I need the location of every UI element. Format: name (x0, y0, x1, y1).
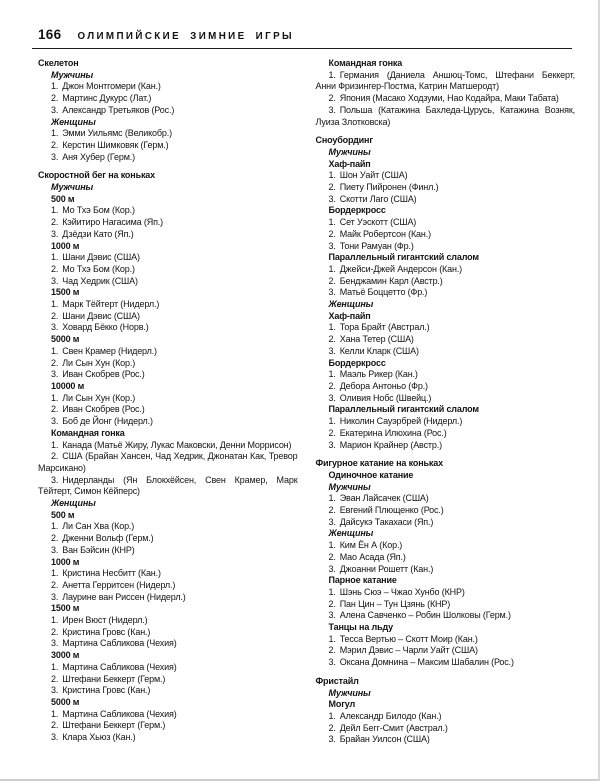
medal-position: 1. (51, 81, 59, 92)
medal-list-item (38, 346, 298, 358)
medalist-name: Мао Асада (Яп.) (339, 551, 406, 562)
medalist-name: Ким Ён А (Кор.) (339, 540, 403, 551)
medal-list-item (316, 346, 576, 358)
medal-position: 3. (328, 516, 336, 527)
medal-position: 1. (51, 708, 59, 719)
medal-list-item (316, 587, 576, 599)
medal-list-item (38, 440, 298, 452)
medal-list-item (316, 428, 576, 440)
event-heading: Бордеркросс (328, 357, 386, 368)
medal-position: 3. (51, 732, 59, 743)
medal-list-item (38, 322, 298, 334)
sport-section-heading: Сноубординг (315, 135, 373, 146)
medal-position: 3. (51, 591, 59, 602)
medal-position: 3. (51, 544, 59, 555)
medal-position: 2. (51, 579, 59, 590)
medal-position: 1. (328, 69, 336, 80)
medalist-name: Ли Сын Хун (Кор.) (62, 392, 136, 403)
gender-heading: Женщины (51, 498, 96, 509)
medal-list-item (38, 475, 298, 498)
gender-heading: Мужчины (328, 481, 371, 492)
gender-heading: Мужчины (51, 69, 94, 80)
medal-position: 1. (328, 493, 336, 504)
medal-list-item (316, 93, 576, 105)
medalist-name: Маэль Рикер (Кан.) (339, 369, 418, 380)
medalist-name: Мартина Сабликова (Чехия) (62, 638, 177, 649)
column-left (38, 58, 298, 746)
gender-heading: Мужчины (51, 182, 94, 193)
medalist-name: Канада (Матьё Жиру, Лукас Маковски, Денни Моррисон) (62, 439, 292, 450)
event-heading: Одиночное катание (328, 469, 414, 480)
medalist-name: Марк Тёйтерт (Нидерл.) (62, 299, 160, 310)
medalist-name: Анетта Герритсен (Нидерл.) (62, 579, 176, 590)
medalist-name: Ховард Бёкко (Норв.) (62, 322, 149, 333)
medal-list-item (316, 416, 576, 428)
medalist-name: Штефани Беккерт (Герм.) (62, 720, 166, 731)
medal-list-item (38, 404, 298, 416)
medalist-name: Керстин Шимковяк (Герм.) (62, 139, 169, 150)
medal-position: 3. (328, 439, 336, 450)
medal-list-item (316, 645, 576, 657)
header-rule (32, 48, 572, 49)
medal-list-item (38, 311, 298, 323)
medal-list-item (316, 182, 576, 194)
medal-position: 1. (51, 661, 59, 672)
medal-list-item (316, 440, 576, 452)
medal-position: 2. (51, 93, 59, 104)
event-heading: Бордеркросс (328, 205, 386, 216)
medal-list-item (38, 521, 298, 533)
medal-list-item (316, 657, 576, 669)
medal-list-item (38, 592, 298, 604)
medal-list-item (316, 241, 576, 253)
medal-position: 1. (51, 615, 59, 626)
medal-position: 2. (51, 533, 59, 544)
medalist-name: Джоанни Рошетт (Кан.) (339, 563, 434, 574)
medalist-name: Кристина Несбитт (Кан.) (62, 568, 161, 579)
medal-position: 2. (328, 380, 336, 391)
medal-position: 2. (51, 263, 59, 274)
medal-position: 2. (51, 626, 59, 637)
sport-section-heading: Скоростной бег на коньках (38, 170, 156, 181)
event-heading: Хаф-пайп (328, 158, 371, 169)
medalist-name: Ли Сын Хун (Кор.) (62, 357, 136, 368)
medal-position: 1. (328, 710, 336, 721)
medal-list-item (38, 674, 298, 686)
medalist-name: Дебора Антоньо (Фр.) (339, 380, 428, 391)
column-right (316, 58, 576, 746)
medal-position: 1. (51, 392, 59, 403)
medal-list-item (38, 533, 298, 545)
medal-position: 2. (328, 275, 336, 286)
medal-list-item (38, 732, 298, 744)
medal-list-item (38, 580, 298, 592)
medal-position: 3. (51, 638, 59, 649)
medal-position: 1. (51, 252, 59, 263)
medal-position: 2. (51, 139, 59, 150)
medal-position: 3. (328, 240, 336, 251)
medal-list-item (38, 720, 298, 732)
medalist-name: Келли Кларк (США) (339, 345, 419, 356)
medal-position: 3. (51, 369, 59, 380)
medal-list-item (316, 517, 576, 529)
medal-position: 2. (51, 404, 59, 415)
medalist-name: Оксана Домнина – Максим Шабалин (Рос.) (339, 657, 514, 668)
medal-list-item (316, 276, 576, 288)
medal-list-item (316, 540, 576, 552)
medal-position: 2. (328, 645, 336, 656)
medalist-name: Мартина Сабликова (Чехия) (62, 661, 177, 672)
medal-position: 2. (328, 334, 336, 345)
event-heading: 500 м (51, 193, 75, 204)
medal-list-item (316, 564, 576, 576)
medal-list-item (316, 634, 576, 646)
event-heading: Парное катание (328, 575, 397, 586)
sport-section-heading: Скелетон (38, 58, 79, 68)
medal-list-item (316, 505, 576, 517)
medalist-name: Дейл Бегг-Смит (Австрал.) (339, 722, 448, 733)
medal-position: 1. (51, 521, 59, 532)
medal-position: 1. (328, 263, 336, 274)
medalist-name: Матьё Боццетто (Фр.) (339, 287, 428, 298)
medalist-name: Сет Уэскотт (США) (339, 217, 417, 228)
gender-heading: Женщины (328, 528, 374, 539)
medalist-name: Мэрил Дэвис – Чарли Уайт (США) (339, 645, 478, 656)
medalist-name: США (Брайан Хансен, Чад Хедрик, Джонатан Как, Тревор Марсикано) (38, 451, 298, 473)
text-columns (0, 58, 598, 746)
medalist-name: Свен Крамер (Нидерл.) (62, 345, 157, 356)
medal-list-item (316, 264, 576, 276)
medal-list-item (38, 152, 298, 164)
medal-position: 1. (328, 170, 336, 181)
medal-list-item (38, 568, 298, 580)
medal-list-item (38, 140, 298, 152)
medalist-name: Штефани Беккерт (Герм.) (62, 673, 166, 684)
medal-list-item (316, 194, 576, 206)
medal-list-item (38, 369, 298, 381)
medal-position: 3. (328, 657, 336, 668)
medal-list-item (38, 264, 298, 276)
event-heading: 10000 м (51, 380, 85, 391)
medal-position: 2. (51, 357, 59, 368)
event-heading: 1000 м (51, 240, 80, 251)
medalist-name: Дзёдзи Като (Яп.) (62, 228, 134, 239)
medal-list-item (38, 229, 298, 241)
medalist-name: Пиету Пийронен (Финл.) (339, 182, 439, 193)
medal-list-item (38, 393, 298, 405)
gender-heading: Женщины (328, 299, 374, 310)
medal-position: 1. (328, 633, 336, 644)
medal-position: 2. (328, 93, 336, 104)
medal-position: 1. (328, 416, 336, 427)
medal-position: 3. (328, 193, 336, 204)
medalist-name: Тони Рамуан (Фр.) (339, 240, 414, 251)
event-heading: 5000 м (51, 334, 80, 345)
medal-position: 3. (51, 474, 59, 485)
medal-position: 1. (51, 568, 59, 579)
medal-position: 2. (51, 451, 59, 462)
medal-list-item (38, 685, 298, 697)
page-header (0, 0, 598, 42)
medalist-name: Екатерина Илюхина (Рос.) (339, 427, 447, 438)
medal-position: 2. (328, 551, 336, 562)
medal-list-item (38, 81, 298, 93)
medalist-name: Александр Третьяков (Рос.) (62, 104, 175, 115)
medal-position: 2. (328, 228, 336, 239)
event-heading: 1000 м (51, 556, 80, 567)
medalist-name: Дайсукэ Такахаси (Яп.) (339, 516, 434, 527)
medal-list-item (38, 615, 298, 627)
medal-position: 3. (328, 563, 336, 574)
medalist-name: Ли Сан Хва (Кор.) (62, 521, 135, 532)
medal-position: 3. (328, 104, 336, 115)
medal-position: 3. (51, 416, 59, 427)
medal-list-item (38, 128, 298, 140)
medal-position: 3. (51, 104, 59, 115)
medal-position: 2. (51, 720, 59, 731)
medalist-name: Пан Цин – Тун Цзянь (КНР) (339, 598, 451, 609)
medalist-name: Мартинс Дукурс (Лат.) (62, 93, 152, 104)
medal-list-item (38, 299, 298, 311)
medalist-name: Лаурине ван Риссен (Нидерл.) (62, 591, 186, 602)
medal-position: 2. (328, 427, 336, 438)
medal-list-item (316, 287, 576, 299)
medal-list-item (316, 734, 576, 746)
medal-list-item (38, 358, 298, 370)
medal-list-item (316, 334, 576, 346)
medal-list-item (38, 451, 298, 474)
medal-position: 2. (328, 722, 336, 733)
event-heading: 5000 м (51, 696, 80, 707)
medalist-name: Германия (Даниела Аншюц-Томс, Штефани Беккерт, Анни Фризингер-Постма, Катрин Матшеродт) (315, 69, 575, 92)
medal-list-item (316, 70, 576, 93)
medal-position: 3. (328, 734, 336, 745)
medalist-name: Иван Скобрев (Рос.) (62, 369, 145, 380)
medal-list-item (316, 105, 576, 128)
medalist-name: Иван Скобрев (Рос.) (62, 404, 145, 415)
event-heading: Танцы на льду (328, 622, 394, 633)
medal-position: 1. (328, 369, 336, 380)
event-heading: Хаф-пайп (328, 310, 371, 321)
medal-position: 3. (328, 287, 336, 298)
medalist-name: Польша (Катажина Бахледа-Цурусь, Катажина Возняк, Луиза Злотковска) (315, 104, 575, 127)
medal-list-item (316, 723, 576, 735)
medal-position: 1. (51, 128, 59, 139)
medalist-name: Аня Хубер (Герм.) (62, 151, 135, 162)
medal-position: 1. (328, 586, 336, 597)
medalist-name: Алена Савченко – Робин Шолковы (Герм.) (339, 610, 511, 621)
medalist-name: Боб де Йонг (Нидерл.) (62, 416, 153, 427)
sport-section-heading: Фигурное катание на коньках (315, 458, 443, 469)
medal-list-item (38, 205, 298, 217)
medal-position: 1. (51, 439, 59, 450)
medal-position: 3. (328, 392, 336, 403)
medal-list-item (316, 599, 576, 611)
medal-position: 3. (51, 322, 59, 333)
medal-position: 3. (51, 228, 59, 239)
event-heading: 3000 м (51, 650, 80, 661)
medal-position: 3. (51, 685, 59, 696)
medal-list-item (38, 662, 298, 674)
event-heading: 1500 м (51, 287, 80, 298)
medal-list-item (38, 252, 298, 264)
medal-list-item (38, 217, 298, 229)
event-heading: Командная гонка (328, 58, 403, 68)
medalist-name: Джон Монтгомери (Кан.) (62, 81, 161, 92)
medal-list-item (316, 610, 576, 622)
medalist-name: Мартина Сабликова (Чехия) (62, 708, 177, 719)
medal-position: 2. (51, 217, 59, 228)
medalist-name: Шэнь Сюэ – Чжао Хунбо (КНР) (339, 586, 465, 597)
running-head-title: ОЛИМПИЙСКИЕ ЗИМНИЕ ИГРЫ (77, 31, 295, 42)
medal-position: 1. (51, 299, 59, 310)
medal-position: 2. (328, 598, 336, 609)
medal-list-item (316, 217, 576, 229)
medal-position: 1. (328, 322, 336, 333)
medal-list-item (316, 381, 576, 393)
sport-section-heading: Фристайл (315, 675, 359, 686)
medalist-name: Майк Робертсон (Кан.) (339, 228, 431, 239)
medal-position: 3. (328, 610, 336, 621)
gender-heading: Женщины (51, 116, 96, 127)
medal-position: 2. (328, 182, 336, 193)
medal-list-item (38, 416, 298, 428)
medalist-name: Ван Бэйсин (КНР) (62, 544, 135, 555)
medalist-name: Чад Хедрик (США) (62, 275, 138, 286)
medal-position: 1. (51, 205, 59, 216)
medalist-name: Марион Крайнер (Австр.) (339, 439, 442, 450)
medal-list-item (38, 276, 298, 288)
medalist-name: Шон Уайт (США) (339, 170, 408, 181)
medal-position: 2. (51, 673, 59, 684)
gender-heading: Мужчины (328, 146, 371, 157)
medalist-name: Эмми Уильямс (Великобр.) (62, 128, 172, 139)
event-heading: 500 м (51, 509, 75, 520)
medal-list-item (316, 711, 576, 723)
medalist-name: Тесса Вертью – Скотт Моир (Кан.) (339, 633, 478, 644)
medalist-name: Николин Сауэрбрей (Нидерл.) (339, 416, 463, 427)
medal-list-item (316, 552, 576, 564)
medal-list-item (38, 709, 298, 721)
medal-list-item (38, 627, 298, 639)
medal-list-item (38, 545, 298, 557)
medalist-name: Клара Хьюз (Кан.) (62, 732, 136, 743)
medalist-name: Бенджамин Карл (Австр.) (339, 275, 443, 286)
medalist-name: Брайан Уилсон (США) (339, 734, 430, 745)
medal-list-item (316, 393, 576, 405)
medal-position: 1. (51, 345, 59, 356)
medal-position: 3. (51, 275, 59, 286)
medalist-name: Мо Тхэ Бом (Кор.) (62, 263, 135, 274)
medal-position: 3. (51, 151, 59, 162)
medalist-name: Шани Дэвис (США) (62, 252, 140, 263)
medalist-name: Ирен Вюст (Нидерл.) (62, 615, 148, 626)
medalist-name: Скотти Лаго (США) (339, 193, 417, 204)
medalist-name: Эван Лайсачек (США) (339, 493, 429, 504)
medalist-name: Кэйитиро Нагасима (Яп.) (62, 217, 164, 228)
medal-list-item (38, 93, 298, 105)
medalist-name: Япония (Масако Ходзуми, Нао Кодайра, Маки Табата) (339, 93, 559, 104)
medalist-name: Тора Брайт (Австрал.) (339, 322, 430, 333)
gender-heading: Мужчины (328, 687, 371, 698)
medalist-name: Оливия Нобс (Швейц.) (339, 392, 432, 403)
page-number: 166 (38, 27, 62, 42)
medalist-name: Шани Дэвис (США) (62, 310, 140, 321)
medal-position: 3. (328, 345, 336, 356)
medal-list-item (316, 170, 576, 182)
medalist-name: Хана Тетер (США) (339, 334, 414, 345)
medalist-name: Кристина Гровс (Кан.) (62, 626, 151, 637)
medal-list-item (38, 638, 298, 650)
medal-position: 2. (328, 505, 336, 516)
event-heading: Командная гонка (51, 427, 125, 438)
event-heading: Могул (328, 699, 356, 710)
medalist-name: Дженни Вольф (Герм.) (62, 533, 154, 544)
medal-list-item (38, 105, 298, 117)
medalist-name: Джейси-Джей Андерсон (Кан.) (339, 263, 463, 274)
medalist-name: Александр Билодо (Кан.) (339, 710, 442, 721)
medal-position: 1. (328, 540, 336, 551)
medal-list-item (316, 369, 576, 381)
event-heading: 1500 м (51, 603, 80, 614)
medalist-name: Кристина Гровс (Кан.) (62, 685, 151, 696)
medal-position: 1. (328, 217, 336, 228)
medal-list-item (316, 229, 576, 241)
medalist-name: Нидерланды (Ян Блокхёйсен, Свен Крамер, Марк Тёйтерт, Симон Кёйперс) (38, 474, 298, 497)
medal-list-item (316, 322, 576, 334)
medalist-name: Евгений Плющенко (Рос.) (339, 505, 444, 516)
event-heading: Параллельный гигантский слалом (328, 252, 479, 263)
medal-position: 2. (51, 310, 59, 321)
event-heading: Параллельный гигантский слалом (328, 404, 479, 415)
medalist-name: Мо Тхэ Бом (Кор.) (62, 205, 135, 216)
medal-list-item (316, 493, 576, 505)
